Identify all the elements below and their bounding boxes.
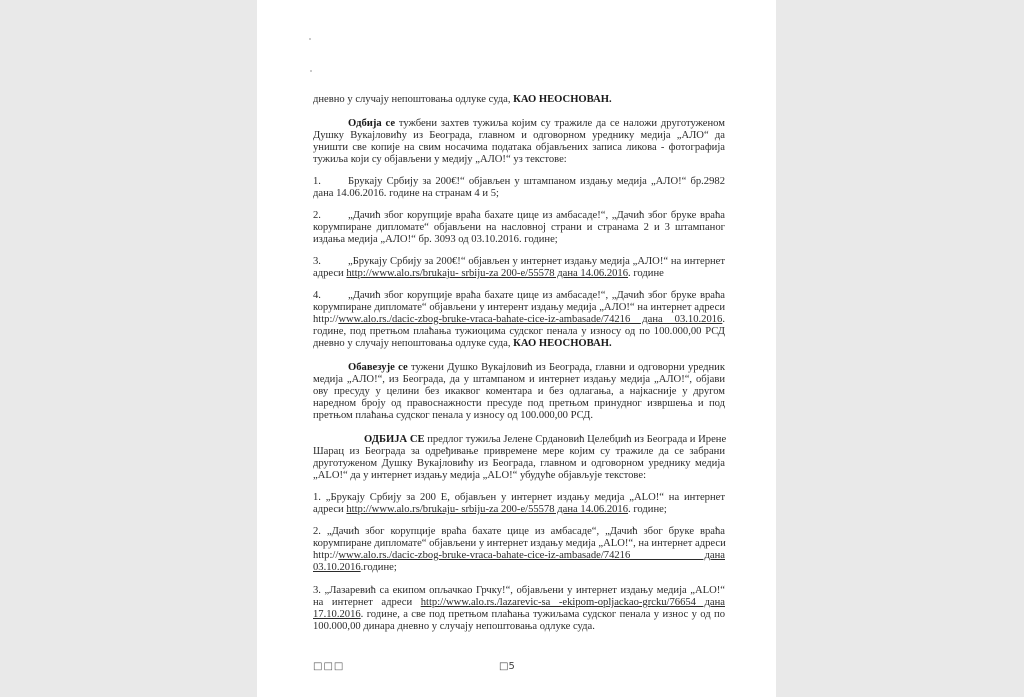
text-line [364, 434, 725, 446]
text-line [313, 470, 725, 482]
text-span: 100.000,00 динара дневно у случају непоштовања одлуке суда. [313, 621, 595, 632]
url-link: www.alo.rs./dacic-zbog-bruke-vraca-bahate-cice-iz-ambasade/74216 дана 03.10.2016 [338, 314, 723, 325]
text-line [313, 492, 725, 504]
text-span: . године; [628, 504, 667, 515]
text-line [313, 338, 725, 350]
text-line [313, 585, 725, 597]
text-line [313, 446, 725, 458]
bold-text: ОДБИЈА СЕ [364, 434, 425, 445]
text-line [313, 302, 725, 314]
text-line [313, 314, 725, 326]
text-span: тужбени захтев тужиља којим су тражиле да се наложи друготуженом [395, 118, 725, 129]
text-line [348, 118, 725, 130]
text-span: дана 14.06.2016. године на странам 4 и 5; [313, 188, 499, 199]
text-line [313, 386, 725, 398]
text-line [313, 458, 725, 470]
text-line [313, 398, 725, 410]
footer-marker: □□□ [313, 661, 345, 672]
text-span: адреси [313, 268, 347, 279]
text-line [313, 256, 725, 268]
text-line [313, 621, 725, 633]
text-span: корумпиране дипломате“ објављени у интернет издању медија „ALO!“, на интернет адреси [313, 538, 726, 549]
text-span: издања медија „АЛО!“ бр. 3093 од 03.10.2016. године; [313, 234, 558, 245]
text-line [313, 188, 725, 200]
document-page [257, 0, 776, 697]
text-line [313, 268, 725, 280]
text-line [348, 362, 725, 374]
text-span: http:// [313, 550, 339, 561]
text-line [313, 154, 725, 166]
text-span: године, под претњом плаћања тужиоцима судског пенала у износу од по 100.000,00 РСД [313, 326, 725, 337]
text-span: Брукају Србију за 200€!“ објављен у штампаном издању медија „АЛО!“ бр.2982 [348, 176, 725, 187]
text-line [313, 326, 725, 338]
list-number: 1. [313, 176, 321, 187]
text-line [313, 526, 725, 538]
text-span: http:// [313, 314, 339, 325]
text-span: предлог тужиља Јелене Срдановић Целебџић из Београда и Ирене [424, 434, 727, 445]
list-number: 2. [313, 210, 321, 221]
text-line [313, 94, 725, 106]
text-span: ову пресуду у целини без икаквог коментара и без одлагања, а најкасније у другом [313, 386, 725, 397]
text-span: дневно у случају непоштовања одлуке суда, [313, 338, 514, 349]
page-number: □5 [499, 661, 515, 672]
text-line [313, 374, 725, 386]
text-line [313, 130, 725, 142]
text-line [313, 222, 725, 234]
bold-text: Одбија се [348, 118, 396, 129]
text-span: медија „АЛО!“, из Београда, да у штампаном и интернет издању медија „АЛО!“, објави [313, 374, 725, 385]
text-span: . [722, 314, 725, 325]
text-span: корумпиране дипломате“ објављени на насловној страни и странама 2 и 3 штампаног [313, 222, 725, 233]
text-span: адреси [313, 504, 347, 515]
text-line [313, 562, 725, 574]
text-span: на интернет адреси [313, 597, 421, 608]
url-link: http://www.alo.rs/brukaju- srbiju-za 200-e/55578 дана 14.06.2016 [346, 268, 629, 279]
text-span: дневно у случају непоштовања одлуке суда, [313, 94, 514, 105]
text-span: .године; [360, 562, 397, 573]
url-link: 17.10.2016 [313, 609, 361, 620]
text-span: 2. „Дачић због корупције враћа бахате цице из амбасаде“, „Дачић због бруке враћа [313, 526, 725, 537]
text-span: . године [628, 268, 664, 279]
text-span: наредном броју од правоснажности пресуде под претњом принудног извршења и под [313, 398, 725, 409]
text-span: „Дачић због корупције враћа бахате цице из амбасаде!“, „Дачић због бруке враћа [348, 290, 725, 301]
url-link: 03.10.2016 [313, 562, 361, 573]
text-span: Душку Вукајловићу из Београда, главном и одговорном уреднику медија „АЛО“ да [313, 130, 725, 141]
text-span: 3. „Лазаревић са екипом опљачкао Грчку!“, објављени у интернет издању медија „ALO!“ [313, 585, 725, 596]
text-line [313, 597, 725, 609]
url-link: http://www.alo.rs./lazarevic-sa -ekipom-opljackao-grcku/76654 дана [420, 597, 725, 608]
text-span: претњом плаћања судског пенала у износу од 100.000,00 РСД. [313, 410, 594, 421]
text-span: Шарац из Београда за одређивање привремене мере којим су тражиле да се забрани [313, 446, 725, 457]
text-line [313, 550, 725, 562]
text-span: друготуженом Душку Вукајловићу из Београда, главном и одговорном уреднику медија [313, 458, 725, 469]
text-span: . године, а све под претњом плаћања тужиљама судског пенала у износ у од по [360, 609, 725, 620]
scan-speck [309, 38, 311, 40]
text-span: тужени Душко Вукајловић из Београда, главни и одговорни уредник [407, 362, 725, 373]
text-span: тужиља који су објављени у медију „АЛО!“ уз текстове: [313, 154, 567, 165]
text-line [313, 538, 725, 550]
url-link: www.alo.rs./dacic-zbog-bruke-vraca-bahate-cice-iz-ambasade/74216 дана [338, 550, 725, 561]
text-line [313, 176, 725, 188]
scan-speck [310, 70, 312, 72]
list-number: 3. [313, 256, 321, 267]
bold-text: КАО НЕОСНОВАН. [513, 94, 612, 105]
list-number: 4. [313, 290, 321, 301]
bold-text: КАО НЕОСНОВАН. [513, 338, 612, 349]
text-line [313, 210, 725, 222]
text-line [313, 234, 725, 246]
text-span: 1. „Брукају Србију за 200 Е, објављен у интернет издању медија „ALO!“ на интернет [313, 492, 725, 503]
text-span: „ALO!“ да у интернет издању медија „ALO!“ убудуће објављује текстове: [313, 470, 647, 481]
text-line [313, 609, 725, 621]
url-link: http://www.alo.rs/brukaju- srbiju-za 200-e/55578 дана 14.06.2016 [346, 504, 629, 515]
text-line [313, 290, 725, 302]
text-span: „Дачић због корупције враћа бахате цице из амбасаде!“, „Дачић због бруке враћа [348, 210, 725, 221]
text-span: корумпиране дипломате“ објављени у интерент издању медија „АЛО!“ на интернет адреси [313, 302, 725, 313]
text-line [313, 142, 725, 154]
text-line [313, 410, 725, 422]
bold-text: Обавезује се [348, 362, 408, 373]
text-span: „Брукају Србију за 200€!“ објављен у интернет издању медија „АЛО!“ на интернет [348, 256, 725, 267]
text-span: уништи све копије на свим носачима података објављених записа ликова - фотографија [313, 142, 725, 153]
text-line [313, 504, 725, 516]
